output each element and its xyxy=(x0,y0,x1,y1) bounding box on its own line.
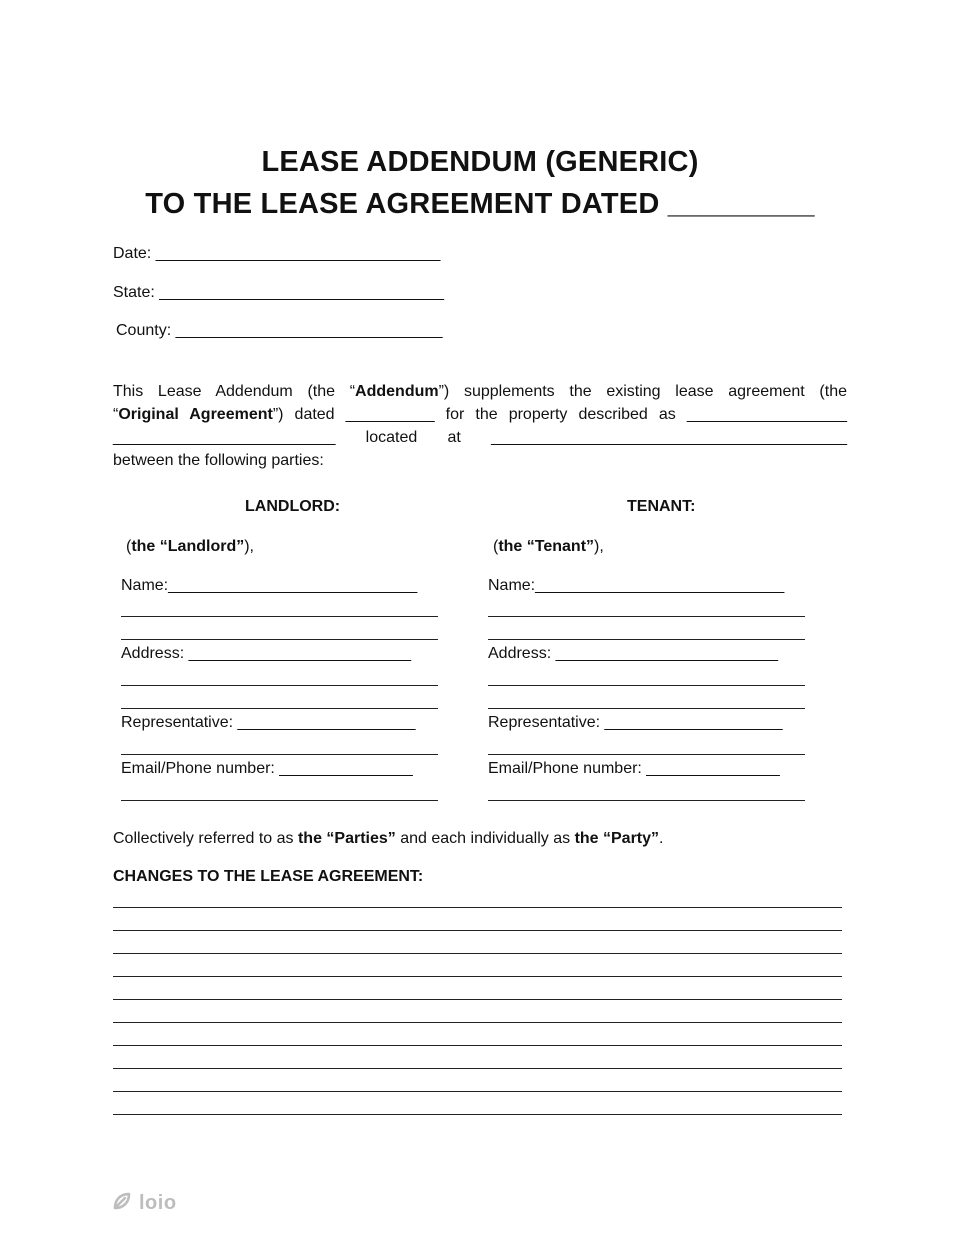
collective-sentence xyxy=(113,829,663,849)
intro-line-3[interactable]: _________________________ located at ________________________________________ xyxy=(113,429,847,446)
changes-line[interactable] xyxy=(113,999,842,1000)
landlord-term: the “Landlord” xyxy=(131,538,245,555)
loio-leaf-icon xyxy=(111,1190,133,1217)
changes-line[interactable] xyxy=(113,976,842,977)
landlord-email-phone-field[interactable]: Email/Phone number: _______________ xyxy=(121,760,413,777)
tenant-representative-field[interactable]: Representative: ____________________ xyxy=(488,714,783,731)
landlord-name-field[interactable]: Name:____________________________ xyxy=(121,577,418,594)
tenant-blank-line[interactable] xyxy=(488,616,805,617)
intro-line-1 xyxy=(113,380,847,403)
intro-text: “ xyxy=(113,406,119,423)
intro-text[interactable]: ”) dated __________ for the property described as __________________ xyxy=(272,406,847,423)
loio-logo-text: loio xyxy=(139,1192,177,1214)
tenant-blank-line[interactable] xyxy=(488,800,805,801)
paren: ), xyxy=(594,538,604,555)
tenant-header: TENANT: xyxy=(627,498,696,515)
changes-line[interactable] xyxy=(113,1091,842,1092)
tenant-blank-line[interactable] xyxy=(488,708,805,709)
intro-line-4: between the following parties: xyxy=(113,452,324,469)
tenant-address-field[interactable]: Address: _________________________ xyxy=(488,645,779,662)
changes-line[interactable] xyxy=(113,907,842,908)
sentence-text: and each individually as xyxy=(395,830,575,847)
landlord-blank-line[interactable] xyxy=(121,639,438,640)
tenant-blank-line[interactable] xyxy=(488,754,805,755)
paren: ( xyxy=(493,538,499,555)
landlord-header: LANDLORD: xyxy=(245,498,341,515)
tenant-blank-line[interactable] xyxy=(488,685,805,686)
document-title-line2: TO THE LEASE AGREEMENT DATED _________ xyxy=(145,188,815,220)
changes-line[interactable] xyxy=(113,1045,842,1046)
tenant-name-field[interactable]: Name:____________________________ xyxy=(488,577,785,594)
tenant-email-phone-field[interactable]: Email/Phone number: _______________ xyxy=(488,760,780,777)
changes-line[interactable] xyxy=(113,930,842,931)
addendum-term: Addendum xyxy=(355,383,439,400)
party-term: the “Party” xyxy=(574,830,660,847)
sentence-text: Collectively referred to as xyxy=(113,830,298,847)
intro-text: ”) supplements the existing lease agreement (the xyxy=(438,383,847,400)
landlord-blank-line[interactable] xyxy=(121,685,438,686)
changes-line[interactable] xyxy=(113,1068,842,1069)
tenant-role xyxy=(493,537,604,557)
date-field[interactable]: Date: ________________________________ xyxy=(113,245,441,262)
changes-line[interactable] xyxy=(113,1114,842,1115)
landlord-blank-line[interactable] xyxy=(121,800,438,801)
changes-header: CHANGES TO THE LEASE AGREEMENT: xyxy=(113,868,424,885)
landlord-representative-field[interactable]: Representative: ____________________ xyxy=(121,714,416,731)
changes-line[interactable] xyxy=(113,1022,842,1023)
landlord-role xyxy=(126,537,254,557)
state-field[interactable]: State: ________________________________ xyxy=(113,284,444,301)
landlord-address-field[interactable]: Address: _________________________ xyxy=(121,645,412,662)
loio-logo xyxy=(111,1190,177,1217)
landlord-blank-line[interactable] xyxy=(121,616,438,617)
sentence-text: . xyxy=(659,830,664,847)
intro-text: This Lease Addendum (the “ xyxy=(113,383,356,400)
landlord-blank-line[interactable] xyxy=(121,708,438,709)
tenant-term: the “Tenant” xyxy=(498,538,595,555)
intro-line-2 xyxy=(113,403,847,426)
paren: ), xyxy=(244,538,254,555)
tenant-blank-line[interactable] xyxy=(488,639,805,640)
changes-line[interactable] xyxy=(113,953,842,954)
county-field[interactable]: County: ______________________________ xyxy=(116,322,443,339)
landlord-blank-line[interactable] xyxy=(121,754,438,755)
original-agreement-term: Original Agreement xyxy=(118,406,273,423)
paren: ( xyxy=(126,538,132,555)
intro-paragraph xyxy=(113,380,847,472)
document-title-line1: LEASE ADDENDUM (GENERIC) xyxy=(261,146,699,178)
parties-term: the “Parties” xyxy=(297,830,396,847)
